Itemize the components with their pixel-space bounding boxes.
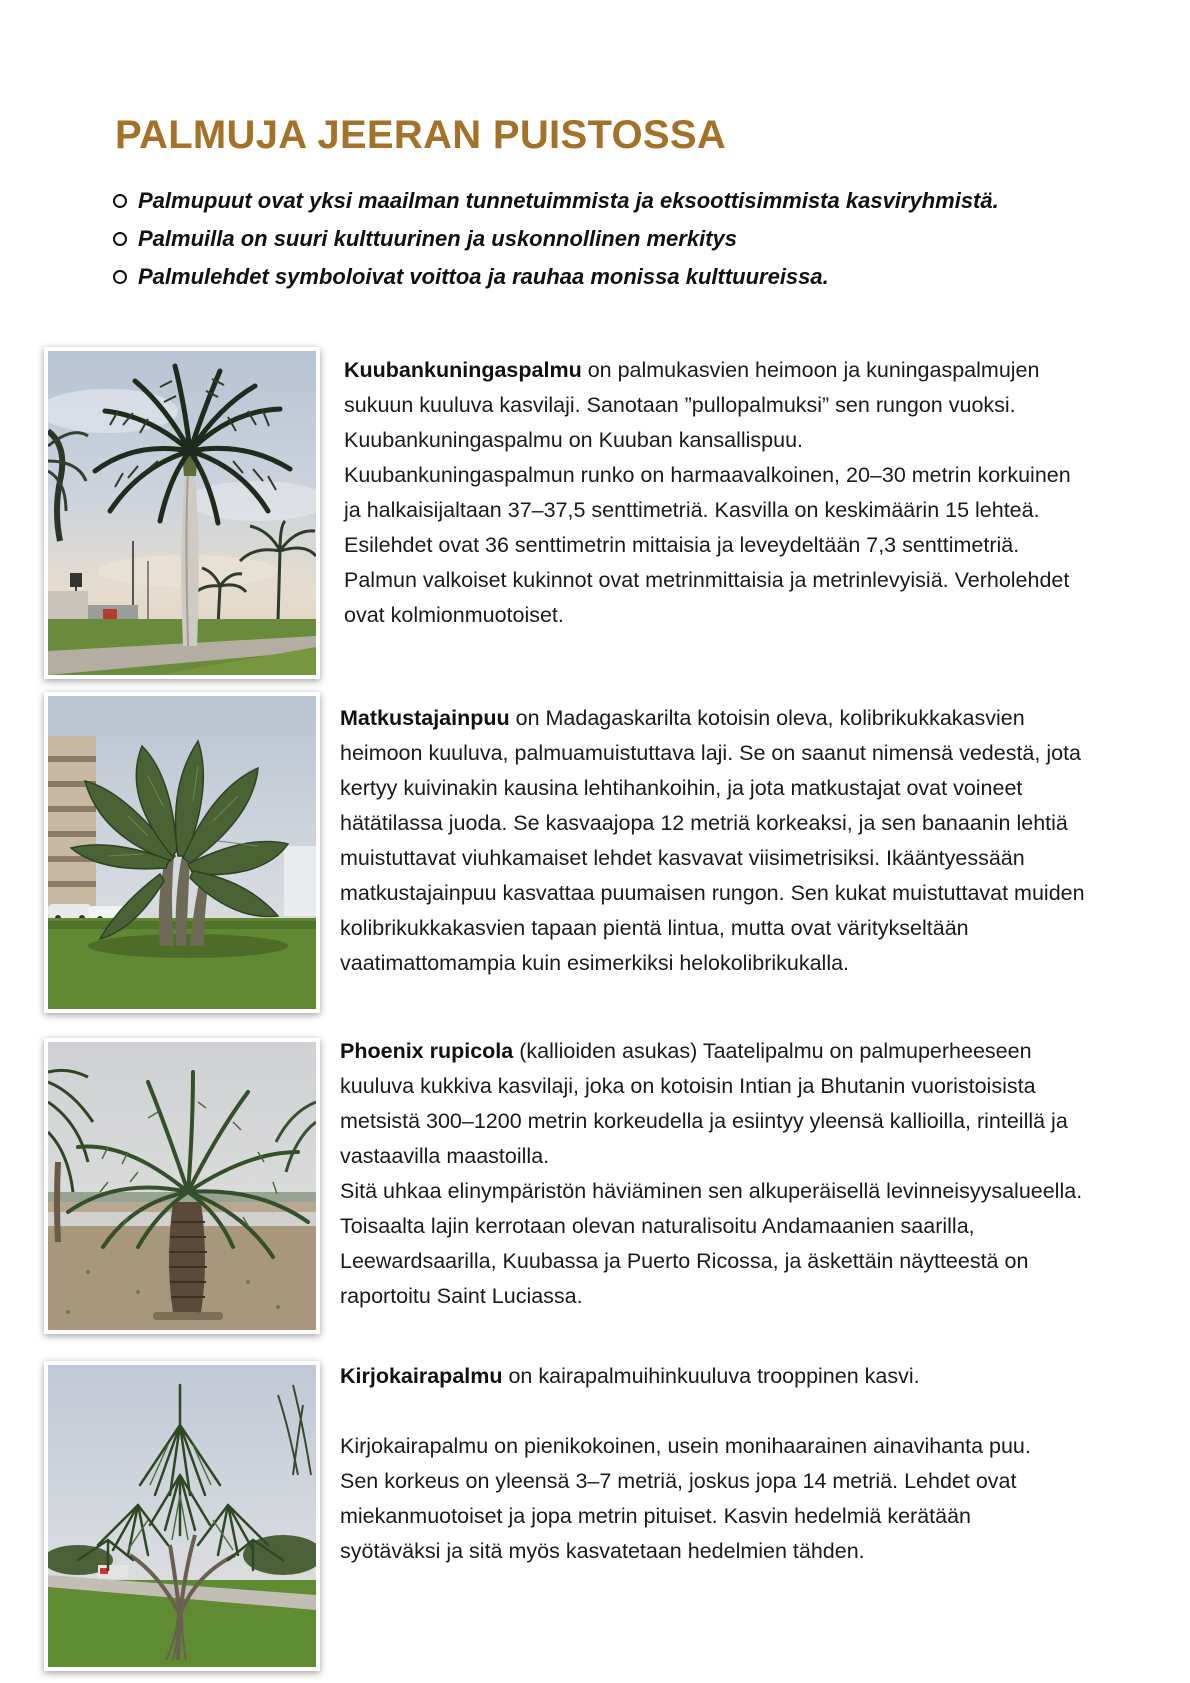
palm-photo-image: [48, 1042, 316, 1330]
text-line: matkustajainpuu kasvattaa puumaisen rungon. Sen kukat muistuttavat muiden: [340, 881, 1085, 905]
text-line: Esilehdet ovat 36 senttimetrin mittaisia ja leveydeltään 7,3 senttimetriä.: [344, 533, 1020, 557]
text-line: sukuun kuuluva kasvilaji. Sanotaan ”pullopalmuksi” sen rungon vuoksi.: [344, 393, 1016, 417]
text-line: kertyy kuivinakin kausina lehtihankoihin, ja jota matkustajat ovat voineet: [340, 776, 1023, 800]
section-screw-pine: [340, 1359, 1031, 1569]
text-line: ovat kolmionmuotoiset.: [344, 603, 564, 627]
text-line: Sen korkeus on yleensä 3–7 metriä, joskus jopa 14 metriä. Lehdet ovat: [340, 1469, 1017, 1493]
photo-cuban-royal-palm: [44, 347, 320, 679]
text-line: Sitä uhkaa elinympäristön häviäminen sen alkuperäisellä levinneisyysalueella.: [340, 1179, 1083, 1203]
bullet-circle-icon: [113, 194, 127, 208]
text-line: muistuttavat viuhkamaiset lehdet kasvavat viisimetrisiksi. Ikääntyessään: [340, 846, 1025, 870]
text-line: Kirjokairapalmu on pienikokoinen, usein monihaarainen ainavihanta puu.: [340, 1434, 1031, 1458]
plant-name: Matkustajainpuu: [340, 706, 510, 730]
text-line: raportoitu Saint Luciassa.: [340, 1284, 583, 1308]
text-line: Leewardsaarilla, Kuubassa ja Puerto Ricossa, ja äskettäin näytteestä on: [340, 1249, 1029, 1273]
tree-photo-image: [48, 1365, 316, 1667]
bullet-text: Palmupuut ovat yksi maailman tunnetuimmista ja eksoottisimmista kasviryhmistä.: [138, 188, 999, 213]
text-line: vaatimattomampia kuin esimerkiksi helokolibrikukalla.: [340, 951, 850, 975]
bullet-text: Palmuilla on suuri kulttuurinen ja uskonnollinen merkitys: [138, 226, 737, 251]
text-line: Kuubankuningaspalmun runko on harmaavalkoinen, 20–30 metrin korkuinen: [344, 463, 1071, 487]
palm-photo-image: [48, 351, 316, 675]
text-line: Palmun valkoiset kukinnot ovat metrinmittaisia ja metrinlevyisiä. Verholehdet: [344, 568, 1070, 592]
text-line: Toisaalta lajin kerrotaan olevan naturalisoitu Andamaanien saarilla,: [340, 1214, 975, 1238]
text-line: Kuubankuningaspalmu on Kuuban kansallispuu.: [344, 428, 804, 452]
plant-name: Phoenix rupicola: [340, 1039, 514, 1063]
bullet-circle-icon: [113, 270, 127, 284]
paragraph-gap: [340, 1394, 1031, 1429]
section-cuban-royal-palm: [344, 353, 1071, 633]
bullet-item: [113, 226, 1113, 264]
text-line: miekanmuotoiset ja jopa metrin pituiset. Kasvin hedelmiä kerätään: [340, 1504, 971, 1528]
tree-photo-image: [48, 696, 316, 1009]
photo-phoenix-rupicola: [44, 1038, 320, 1334]
intro-bullet-list: [113, 188, 1113, 302]
section-phoenix-rupicola: [340, 1034, 1082, 1314]
plant-name: Kirjokairapalmu: [340, 1364, 503, 1388]
text-line: kolibrikukkakasvien tapaan pientä lintua, mutta ovat väritykseltään: [340, 916, 969, 940]
text-line: vastaavilla maastoilla.: [340, 1144, 550, 1168]
section-travelers-tree: [340, 701, 1085, 981]
text-line: Matkustajainpuu on Madagaskarilta kotoisin oleva, kolibrikukkakasvien: [340, 706, 1025, 730]
text-line: syötäväksi ja sitä myös kasvatetaan hedelmien tähden.: [340, 1539, 865, 1563]
text-line: hätätilassa juoda. Se kasvaajopa 12 metriä korkeaksi, ja sen banaanin lehtiä: [340, 811, 1068, 835]
text-line: Kuubankuningaspalmu on palmukasvien heimoon ja kuningaspalmujen: [344, 358, 1040, 382]
bullet-item: [113, 264, 1113, 302]
bullet-text: Palmulehdet symboloivat voittoa ja rauhaa monissa kulttuureissa.: [138, 264, 829, 289]
text-line: ja halkaisijaltaan 37–37,5 senttimetriä. Kasvilla on keskimäärin 15 lehteä.: [344, 498, 1040, 522]
photo-travelers-tree: [44, 692, 320, 1013]
text-line: Kirjokairapalmu on kairapalmuihinkuuluva trooppinen kasvi.: [340, 1364, 920, 1388]
plant-name: Kuubankuningaspalmu: [344, 358, 582, 382]
text-line: metsistä 300–1200 metrin korkeudella ja esiintyy yleensä kallioilla, rinteillä ja: [340, 1109, 1068, 1133]
text-line: heimoon kuuluva, palmuamuistuttava laji. Se on saanut nimensä vedestä, jota: [340, 741, 1081, 765]
photo-screw-pine: [44, 1361, 320, 1671]
bullet-circle-icon: [113, 232, 127, 246]
text-line: Phoenix rupicola (kallioiden asukas) Taatelipalmu on palmuperheeseen: [340, 1039, 1032, 1063]
text-line: kuuluva kukkiva kasvilaji, joka on kotoisin Intian ja Bhutanin vuoristoisista: [340, 1074, 1036, 1098]
bullet-item: [113, 188, 1113, 226]
page-title: PALMUJA JEERAN PUISTOSSA: [115, 113, 727, 157]
